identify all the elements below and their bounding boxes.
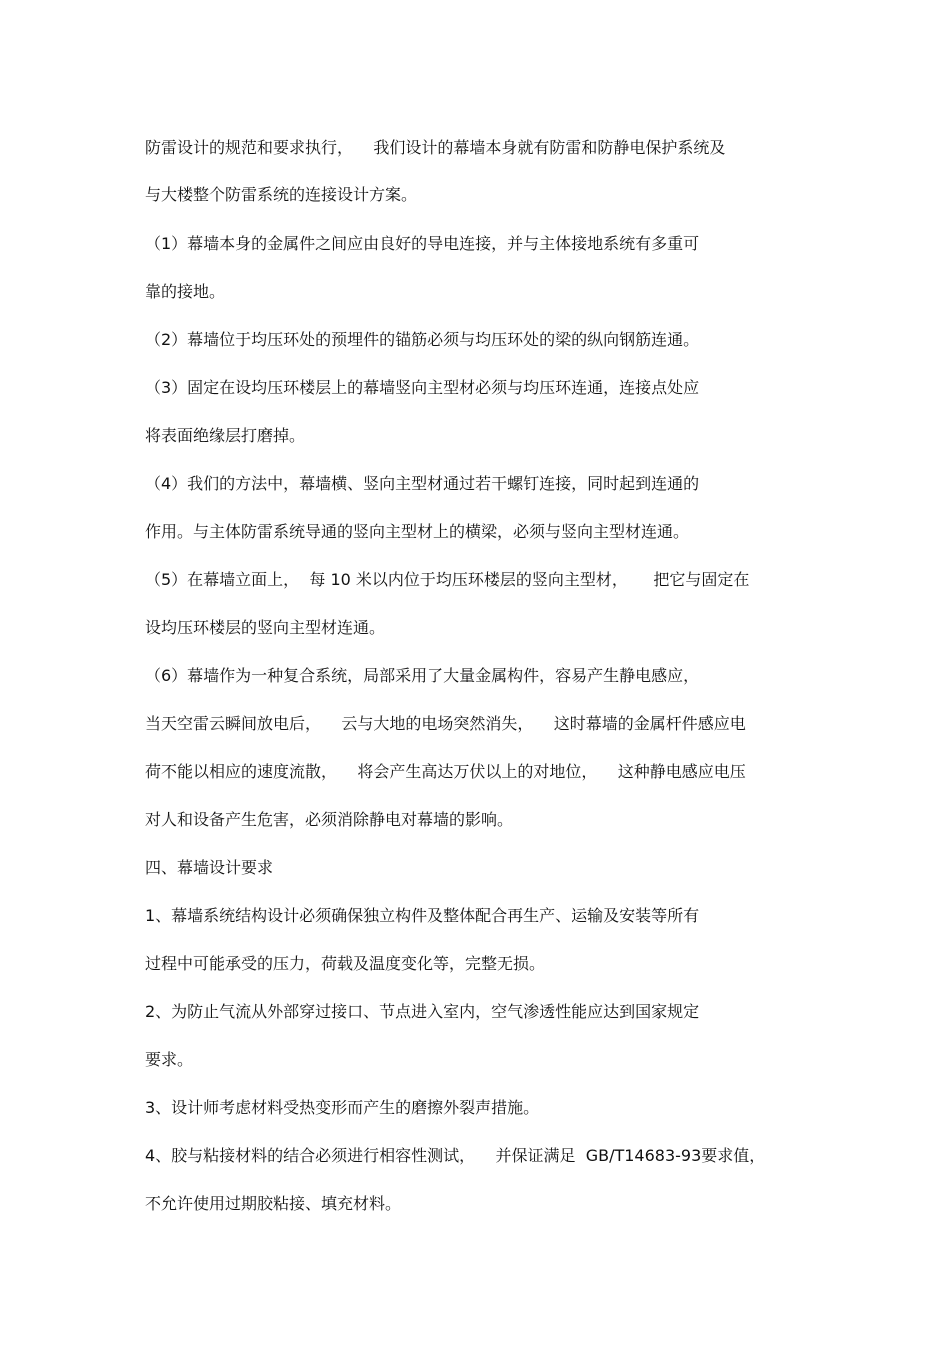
- text-line-11: 设均压环楼层的竖向主型材连通。: [145, 618, 386, 637]
- text-line-1: 防雷设计的规范和要求执行， 我们设计的幕墙本身就有防雷和防静电保护系统及: [145, 138, 726, 157]
- section-heading: 四、幕墙设计要求: [145, 858, 274, 877]
- text-line-3: （1）幕墙本身的金属件之间应由良好的导电连接，并与主体接地系统有多重可: [145, 234, 700, 253]
- text-line-10: （5）在幕墙立面上， 每 10 米以内位于均压环楼层的竖向主型材， 把它与固定在: [145, 570, 750, 589]
- text-line-17: 1、幕墙系统结构设计必须确保独立构件及整体配合再生产、运输及安装等所有: [145, 906, 700, 925]
- text-line-19: 2、为防止气流从外部穿过接口、节点进入室内，空气渗透性能应达到国家规定: [145, 1002, 700, 1021]
- text-line-22: 4、胶与粘接材料的结合必须进行相容性测试， 并保证满足 GB/T14683-93要求值，: [145, 1146, 766, 1165]
- text-line-14: 荷不能以相应的速度流散， 将会产生高达万伏以上的对地位， 这种静电感应电压: [145, 762, 746, 781]
- text-line-21: 3、设计师考虑材料受热变形而产生的磨擦外裂声措施。: [145, 1098, 540, 1117]
- text-line-6: （3）固定在设均压环楼层上的幕墙竖向主型材必须与均压环连通，连接点处应: [145, 378, 700, 397]
- text-line-5: （2）幕墙位于均压环处的预埋件的锚筋必须与均压环处的梁的纵向钢筋连通。: [145, 330, 700, 349]
- text-line-23: 不允许使用过期胶粘接、填充材料。: [145, 1194, 402, 1213]
- text-line-12: （6）幕墙作为一种复合系统，局部采用了大量金属构件，容易产生静电感应，: [145, 666, 700, 685]
- text-line-20: 要求。: [145, 1050, 194, 1069]
- text-line-13: 当天空雷云瞬间放电后， 云与大地的电场突然消失， 这时幕墙的金属杆件感应电: [145, 714, 746, 733]
- text-line-15: 对人和设备产生危害，必须消除静电对幕墙的影响。: [145, 810, 514, 829]
- text-line-4: 靠的接地。: [145, 282, 226, 301]
- text-line-18: 过程中可能承受的压力，荷载及温度变化等，完整无损。: [145, 954, 546, 973]
- text-line-8: （4）我们的方法中，幕墙横、竖向主型材通过若干螺钉连接，同时起到连通的: [145, 474, 700, 493]
- text-line-7: 将表面绝缘层打磨掉。: [145, 426, 306, 445]
- text-line-2: 与大楼整个防雷系统的连接设计方案。: [145, 185, 418, 204]
- text-line-9: 作用。与主体防雷系统导通的竖向主型材上的横梁，必须与竖向主型材连通。: [145, 522, 690, 541]
